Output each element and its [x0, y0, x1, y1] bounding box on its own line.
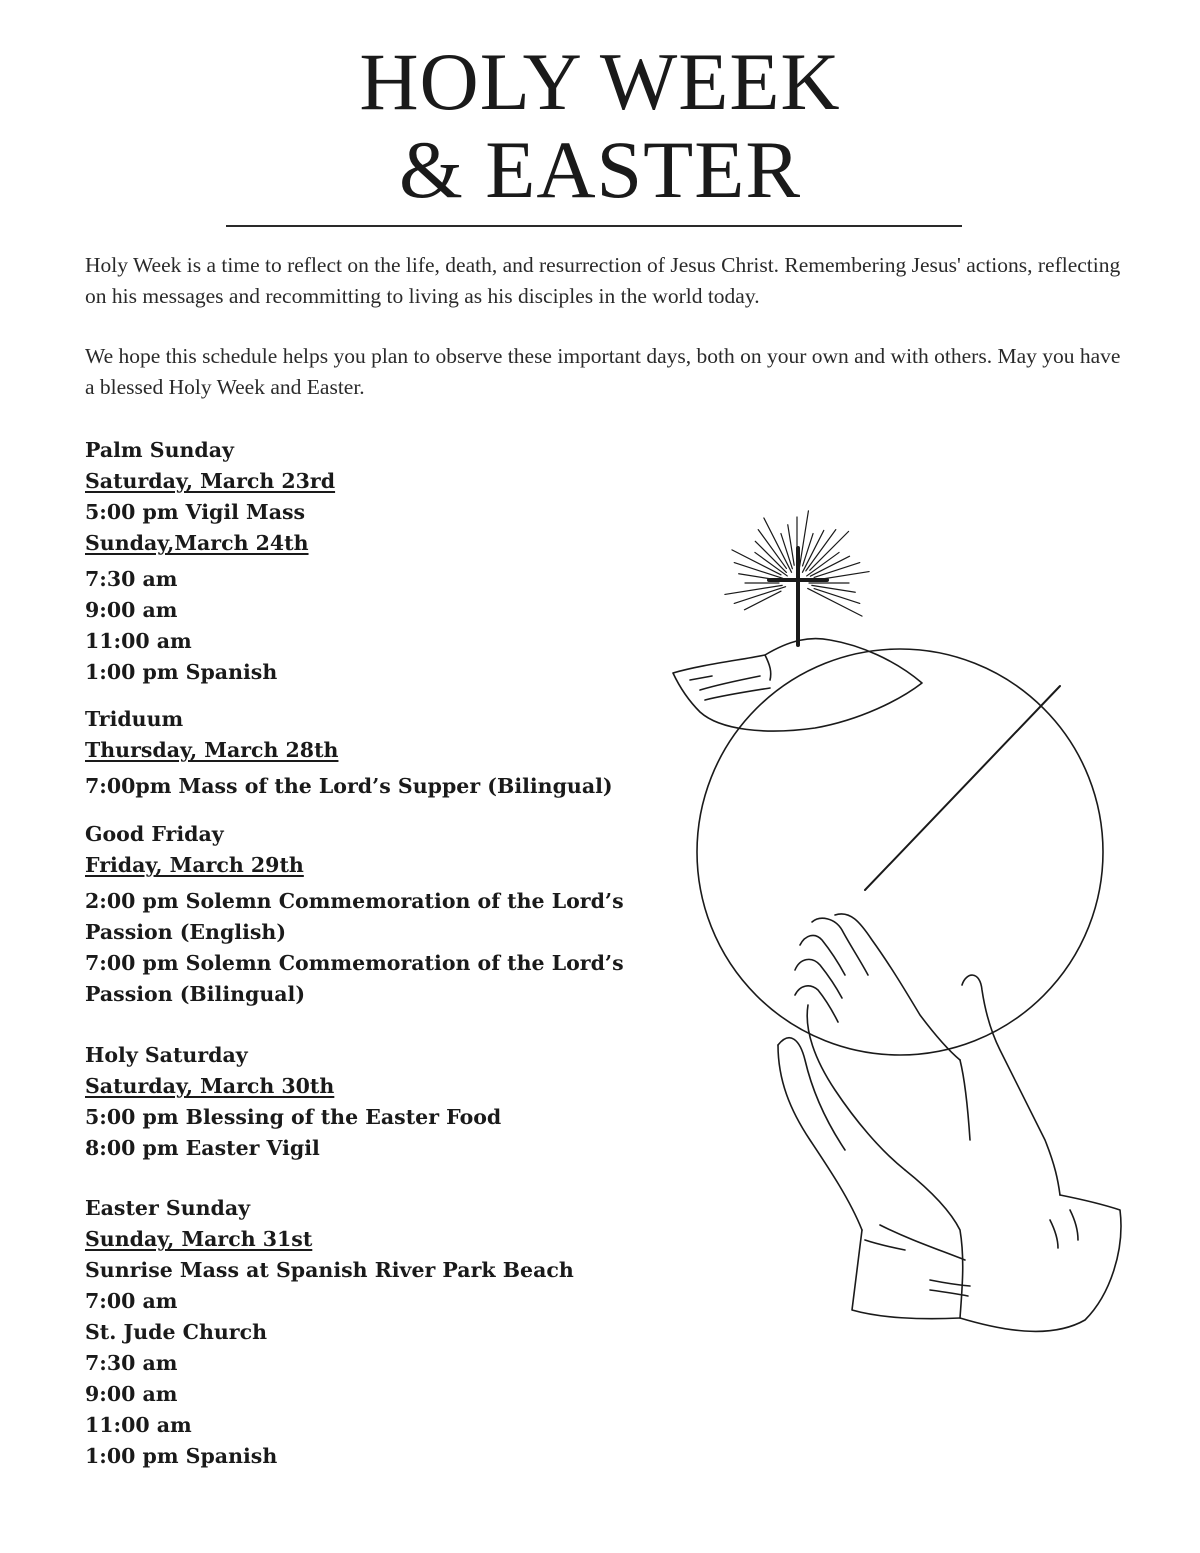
section-good-friday: [85, 819, 655, 1010]
schedule-item: 11:00 am: [85, 629, 192, 653]
section-date: Sunday,March 24th: [85, 531, 309, 555]
intro-paragraph-2: We hope this schedule helps you plan to observe these important days, both on your own and with others. May you have a blessed Holy Week and Easter.: [85, 344, 1121, 399]
section-heading: Holy Saturday: [85, 1043, 248, 1067]
title-line-1: HOLY WEEK: [359, 36, 841, 127]
intro-paragraph-1: Holy Week is a time to reflect on the life, death, and resurrection of Jesus Christ. Remembering Jesus' actions, reflecting on his messages and recommitting to living as his disciples in the world today.: [85, 253, 1121, 308]
section-heading: Palm Sunday: [85, 438, 234, 462]
section-date: Friday, March 29th: [85, 853, 304, 877]
section-date: Thursday, March 28th: [85, 738, 339, 762]
ray: [725, 585, 782, 594]
section-holy-saturday: [85, 1040, 501, 1164]
ray: [812, 585, 855, 592]
schedule-item: 1:00 pm Spanish: [85, 660, 278, 684]
location-label: Sunrise Mass at Spanish River Park Beach: [85, 1258, 574, 1282]
schedule-item: 7:00 am: [85, 1289, 178, 1313]
schedule-item: 7:30 am: [85, 567, 178, 591]
ray: [799, 511, 808, 568]
ray: [814, 589, 860, 604]
praying-hands-host-cross-icon: [660, 505, 1140, 1345]
section-heading: Easter Sunday: [85, 1196, 251, 1220]
section-triduum: [85, 704, 613, 802]
schedule-item: 9:00 am: [85, 598, 178, 622]
schedule-item: 7:00pm Mass of the Lord’s Supper (Bilingual): [85, 774, 613, 798]
title-line-2: & EASTER: [398, 124, 802, 215]
section-palm-sunday: [85, 435, 335, 688]
schedule-item: 7:00 pm Solemn Commemoration of the Lord’s Passion (Bilingual): [85, 951, 624, 1006]
schedule-item: 8:00 pm Easter Vigil: [85, 1136, 320, 1160]
section-date: Saturday, March 23rd: [85, 469, 336, 493]
ray: [734, 563, 783, 579]
schedule-item: 5:00 pm Vigil Mass: [85, 500, 306, 524]
schedule-item: 9:00 am: [85, 1382, 178, 1406]
schedule-item: 1:00 pm Spanish: [85, 1444, 278, 1468]
ray: [814, 563, 860, 578]
section-date: Sunday, March 31st: [85, 1227, 313, 1251]
section-heading: Triduum: [85, 707, 184, 731]
section-heading: Good Friday: [85, 822, 224, 846]
section-date: Saturday, March 30th: [85, 1074, 335, 1098]
ray: [755, 541, 786, 572]
location-label: St. Jude Church: [85, 1320, 267, 1344]
schedule-item: 11:00 am: [85, 1413, 192, 1437]
ray: [810, 531, 849, 570]
schedule-item: 2:00 pm Solemn Commemoration of the Lord’s Passion (English): [85, 889, 624, 944]
title-divider: [226, 225, 962, 227]
page-title: [0, 38, 1200, 214]
schedule-item: 7:30 am: [85, 1351, 178, 1375]
schedule-item: 5:00 pm Blessing of the Easter Food: [85, 1105, 502, 1129]
section-easter-sunday: [85, 1193, 574, 1472]
